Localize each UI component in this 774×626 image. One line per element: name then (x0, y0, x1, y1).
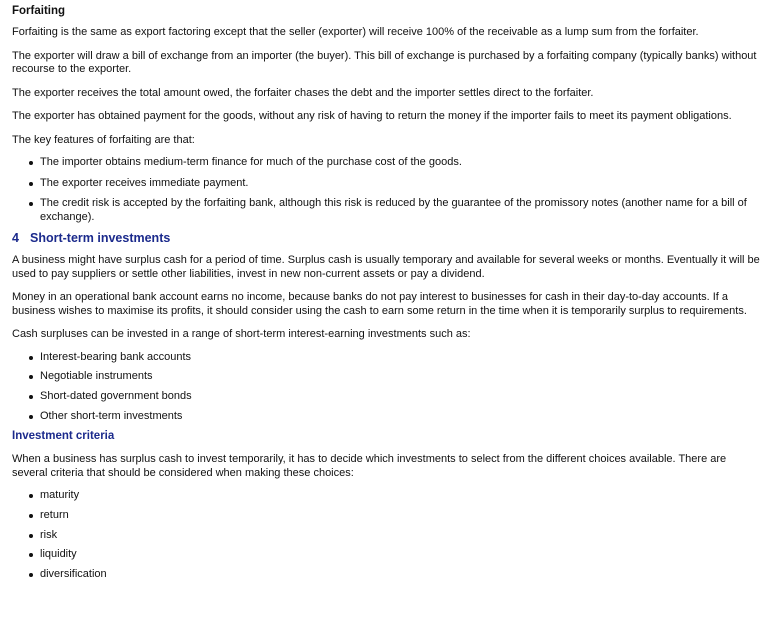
section-paragraph-3: Cash surpluses can be invested in a range of short-term interest-earning investments such as: (12, 328, 471, 340)
list-item: Interest-bearing bank accounts (28, 351, 762, 365)
section-paragraph-1: A business might have surplus cash for a period of time. Surplus cash is usually temporary and available for several weeks or months. Eventually it will be used to pay suppliers or settle other liabilities, invest in new non-current assets or pay a dividend. (12, 254, 760, 280)
list-item: diversification (28, 568, 762, 582)
list-item: risk (28, 529, 762, 543)
list-item: return (28, 509, 762, 523)
list-item: maturity (28, 489, 762, 503)
section-heading (12, 230, 762, 246)
forfaiting-heading: Forfaiting (12, 5, 66, 17)
list-item: liquidity (28, 548, 762, 562)
criteria-paragraph: When a business has surplus cash to invest temporarily, it has to decide which investments to select from the different choices available. There are several criteria that should be considered when making these choices: (12, 453, 727, 479)
list-item: The credit risk is accepted by the forfaiting bank, although this risk is reduced by the guarantee of the promissory notes (another name for a bill of exchange). (28, 197, 762, 224)
investments-list (12, 351, 762, 424)
forfaiting-features-list (12, 156, 762, 224)
section-title: Short-term investments (30, 231, 171, 245)
criteria-list (12, 489, 762, 581)
list-item: Negotiable instruments (28, 370, 762, 384)
forfaiting-paragraph-2: The exporter will draw a bill of exchange from an importer (the buyer). This bill of exchange is purchased by a forfaiting company (typically banks) without recourse to the exporter. (12, 49, 757, 75)
section-paragraph-2: Money in an operational bank account earns no income, because banks do not pay interest to businesses for cash in their day-to-day accounts. If a business wishes to maximise its profits, it should consider using the cash to earn some return in the time when it is temporarily surplus to requirements. (12, 291, 747, 317)
forfaiting-paragraph-3: The exporter receives the total amount owed, the forfaiter chases the debt and the importer settles direct to the forfaiter. (12, 86, 594, 99)
forfaiting-paragraph-5: The key features of forfaiting are that: (12, 133, 195, 146)
list-item: The importer obtains medium-term finance for much of the purchase cost of the goods. (28, 156, 762, 170)
investment-criteria-heading: Investment criteria (12, 430, 115, 443)
list-item: Other short-term investments (28, 410, 762, 424)
list-item: Short-dated government bonds (28, 390, 762, 404)
section-number: 4 (12, 231, 19, 245)
list-item: The exporter receives immediate payment. (28, 177, 762, 191)
forfaiting-paragraph-1: Forfaiting is the same as export factoring except that the seller (exporter) will receive 100% of the receivable as a lump sum from the forfaiter. (12, 26, 699, 38)
forfaiting-paragraph-4: The exporter has obtained payment for the goods, without any risk of having to return the money if the importer fails to meet its payment obligations. (12, 110, 732, 122)
